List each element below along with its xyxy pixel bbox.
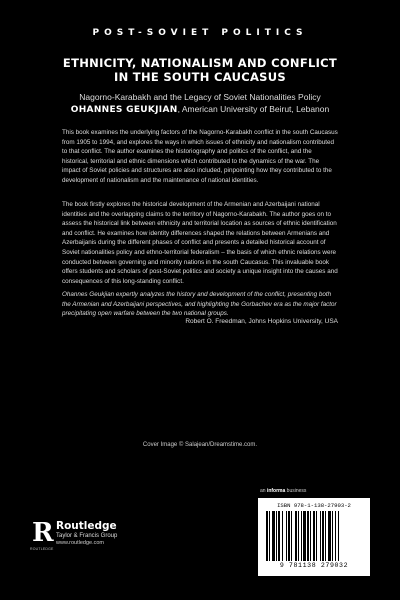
barcode-bar (313, 511, 315, 561)
barcode-bar (338, 511, 339, 561)
barcode-bar (316, 511, 317, 561)
barcode-bar (320, 511, 321, 561)
endorsement-quote: Ohannes Geukjian expertly analyzes the history and development of the conflict, presenting both the Armenian and Azerbaijani perspectives, and highlighting the Gorbachev era as the major factor precipitating open warfare between the two national groups. (62, 291, 337, 318)
barcode-area (258, 488, 370, 576)
description-paragraph-1: This book examines the underlying factors of the Nagorno-Karabakh conflict in the south Caucasus from 1905 to 1994, and explores the ways in which issues of ethnicity and nationalism contributed to that conflict. The author examines the historiography and politics of the conflict, and the historical, territorial and ethnic dimensions which contributed to the dynamics of the war. The impact of Soviet policies and structures are also included, pinpointing how they contributed to the development of nationalism and the maintenance of national identities. (62, 129, 338, 184)
description-paragraph-2: The book firstly explores the historical development of the Armenian and Azerbaijani national identities and the overlapping claims to the territory of Nagorno-Karabakh. The author goes on to assess the historical link between ethnicity and territorial location as sources of ethnic identification and conflict. He examines how identity differences shaped the relations between Armenians and Azerbaijanis during the different phases of conflict and presents a detailed historical account of Soviet nationalities policy and ethno-territorial federalism – the basis of which ethnic relations were conducted between governing and minority nations in the south Caucasus. This invaluable book offers students and scholars of post-Soviet politics and society a unique insight into the causes and consequences of this long-standing conflict. (62, 201, 338, 285)
author-line (0, 104, 400, 115)
barcode-bar (288, 511, 290, 561)
barcode-bar (322, 511, 324, 561)
barcode-bar (269, 511, 270, 561)
barcode-bar (286, 511, 287, 561)
barcode-bar (335, 511, 336, 561)
informa-prefix: an (260, 488, 267, 494)
barcode-digits: 9 781138 279032 (279, 562, 349, 569)
barcode-bar (325, 511, 326, 561)
barcode-bar (310, 511, 311, 561)
barcode-icon (266, 511, 362, 561)
barcode-bar (276, 511, 277, 561)
routledge-side-text: ROUTLEDGE (30, 547, 54, 551)
barcode-bar (332, 511, 333, 561)
barcode-box (258, 498, 370, 576)
barcode-bar (298, 511, 299, 561)
barcode-bar (266, 511, 268, 561)
publisher-text (56, 520, 117, 546)
endorsement-attribution: Robert O. Freedman, Johns Hopkins University, USA (185, 318, 338, 325)
book-subtitle: Nagorno-Karabakh and the Legacy of Soviet Nationalities Policy (79, 92, 321, 102)
routledge-r-letter: R (32, 518, 54, 548)
barcode-bar (303, 511, 306, 561)
barcode-bar (328, 511, 331, 561)
informa-brand: informa (266, 488, 286, 494)
informa-business-line (260, 488, 370, 494)
title-line-2: IN THE SOUTH CAUCASUS (114, 70, 286, 84)
barcode-bar (307, 511, 309, 561)
series-name: POST-SOVIET POLITICS (92, 28, 308, 38)
publisher-group: Taylor & Francis Group (56, 533, 118, 539)
title-line-1: ETHNICITY, NATIONALISM AND CONFLICT (62, 56, 338, 70)
barcode-bar (295, 511, 297, 561)
barcode-bar (278, 511, 280, 561)
barcode-bar (282, 511, 283, 561)
barcode-bar (272, 511, 275, 561)
publisher-name: Routledge (56, 520, 117, 532)
author-name: OHANNES GEUKJIAN (70, 105, 178, 115)
publisher-logo (30, 520, 117, 550)
barcode-bar (291, 511, 292, 561)
book-title (0, 56, 400, 84)
author-affiliation: , American University of Beirut, Lebanon (177, 104, 330, 114)
cover-image-credit: Cover Image © Salajean/Dreamstime.com. (142, 442, 258, 448)
barcode-bar (301, 511, 302, 561)
routledge-r-icon (30, 518, 54, 551)
publisher-url: www.routledge.com (56, 540, 104, 546)
isbn-text: ISBN 978-1-138-27903-2 (277, 502, 351, 509)
informa-suffix: business (285, 488, 307, 494)
